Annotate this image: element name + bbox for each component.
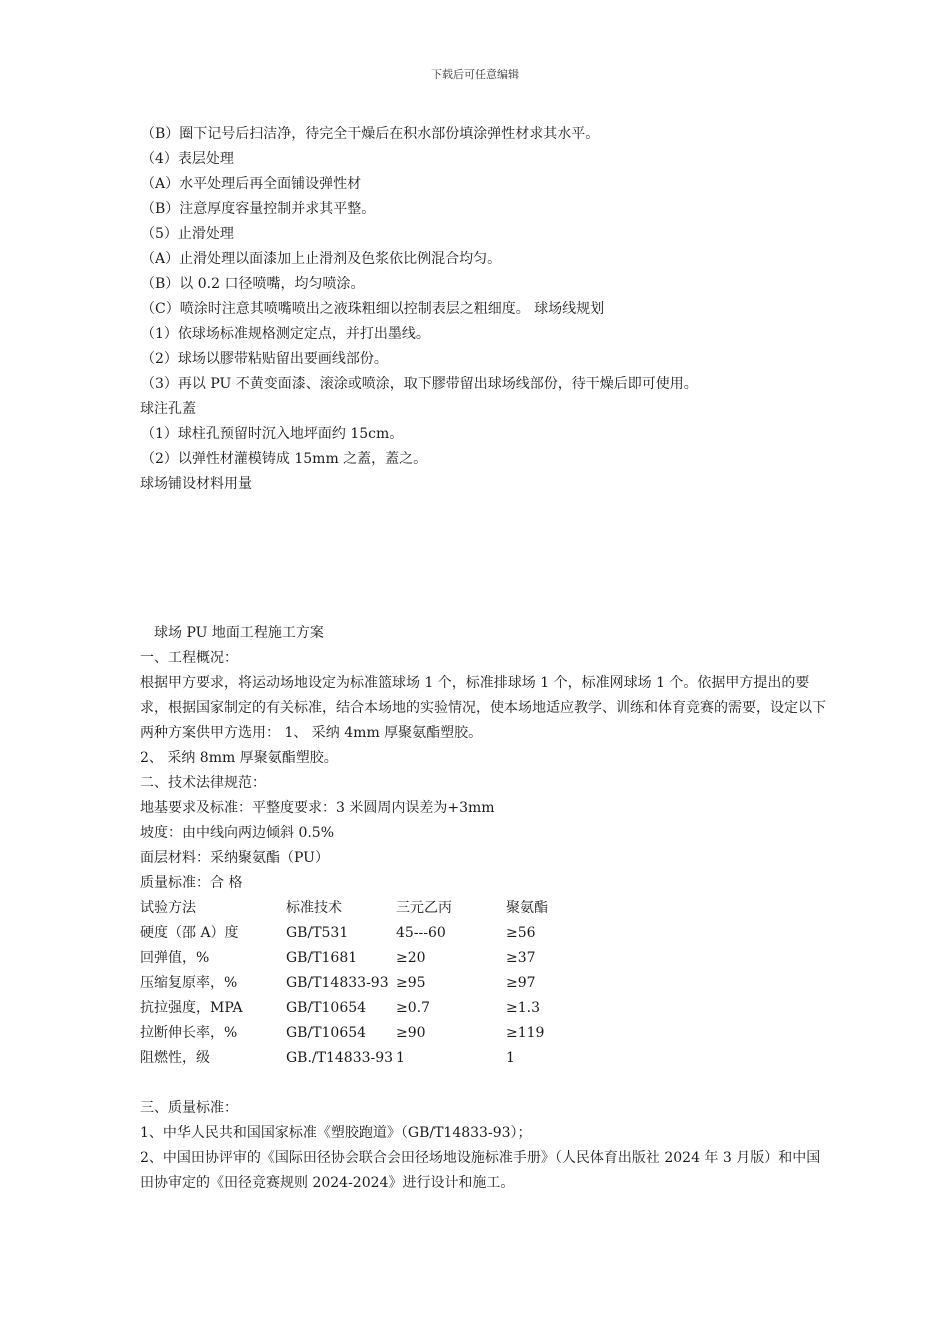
spec-quality: 质量标准：合 格	[140, 875, 243, 891]
table-header: 聚氨酯	[506, 900, 548, 916]
spec-table	[140, 896, 830, 1071]
table-row	[140, 921, 830, 946]
spec-slope: 坡度：由中线向两边倾斜 0.5%	[140, 825, 335, 841]
table-row	[140, 946, 830, 971]
table-cell: GB/T14833-93	[286, 975, 389, 991]
document-title: 球场 PU 地面工程施工方案	[154, 625, 324, 641]
text-line: （B）以 0.2 口径喷嘴，均匀喷涂。	[141, 276, 365, 292]
table-cell: ≥1.3	[506, 1000, 540, 1016]
text-line: （B）圈下记号后扫洁净，待完全干燥后在积水部份填涂弹性材求其水平。	[141, 126, 600, 142]
table-cell: 硬度（邵 A）度	[140, 925, 239, 941]
table-cell: ≥119	[506, 1025, 545, 1041]
table-cell: ≥97	[506, 975, 536, 991]
table-header: 标准技术	[286, 900, 342, 916]
table-header-row	[140, 896, 830, 921]
table-cell: ≥37	[506, 950, 536, 966]
table-cell: 回弹值，%	[140, 950, 210, 966]
quality-standard-1: 1、中华人民共和国国家标准《塑胶跑道》（GB/T14833-93）；	[140, 1125, 532, 1141]
table-cell: ≥95	[396, 975, 426, 991]
table-cell: 抗拉强度，MPA	[140, 1000, 243, 1016]
section-heading: 球场铺设材料用量	[140, 476, 252, 492]
text-line: （3）再以 PU 不黄变面漆、滚涂或喷涂，取下膠带留出球场线部份，待干燥后即可使用。	[141, 376, 698, 392]
text-line: （1）球柱孔预留时沉入地坪面约 15cm。	[141, 426, 404, 442]
table-cell: GB/T10654	[286, 1025, 367, 1041]
table-cell: ≥56	[506, 925, 536, 941]
top-section	[140, 122, 830, 497]
table-cell: ≥90	[396, 1025, 426, 1041]
page-header-note: 下载后可任意编辑	[431, 68, 519, 81]
table-cell: 压缩复原率，%	[140, 975, 238, 991]
section-heading: 球注孔蓋	[140, 401, 196, 417]
heading-specs: 二、技术法律规范：	[140, 775, 266, 791]
document-body	[140, 122, 830, 1196]
table-cell: GB/T10654	[286, 1000, 367, 1016]
table-cell: 45---60	[396, 925, 446, 941]
text-line: （B）注意厚度容量控制并求其平整。	[141, 201, 376, 217]
table-cell: 1	[506, 1050, 515, 1066]
text-line: （A）水平处理后再全面铺设弹性材	[141, 176, 362, 192]
table-cell: GB./T14833-93	[286, 1050, 394, 1066]
table-row	[140, 1021, 830, 1046]
spec-foundation: 地基要求及标准：平整度要求：3 米圆周内误差为+3mm	[140, 800, 495, 816]
option-2: 2、 采纳 8mm 厚聚氨酯塑胶。	[140, 750, 338, 766]
table-cell: 1	[396, 1050, 405, 1066]
spacer	[140, 1071, 830, 1096]
table-row	[140, 996, 830, 1021]
table-cell: ≥0.7	[396, 1000, 430, 1016]
quality-standard-2: 2、中国田协评审的《国际田径协会联合会田径场地设施标准手册》（人民体育出版社 2024 年 3 月版）和中国田协审定的《田径竞赛规则 2024-2024》进行设计和施工。	[140, 1150, 821, 1191]
table-cell: ≥20	[396, 950, 426, 966]
text-line: （1）依球场标准规格测定定点，并打出墨线。	[141, 326, 430, 342]
table-cell: 拉断伸长率，%	[140, 1025, 238, 1041]
table-cell: GB/T531	[286, 925, 349, 941]
text-line: （A）止滑处理以面漆加上止滑剂及色浆依比例混合均匀。	[141, 251, 502, 267]
text-line: （C）喷涂时注意其喷嘴喷出之液珠粗细以控制表层之粗细度。 球场线规划	[141, 301, 605, 317]
table-row	[140, 1046, 830, 1071]
table-cell: 阻燃性，级	[140, 1050, 210, 1066]
second-section	[140, 621, 830, 1196]
table-header: 试验方法	[140, 900, 196, 916]
table-cell: GB/T1681	[286, 950, 358, 966]
text-line: （5）止滑处理	[141, 226, 234, 242]
spec-surface: 面层材料：采纳聚氨酯（PU）	[140, 850, 329, 866]
overview-paragraph: 根据甲方要求，将运动场地设定为标准篮球场 1 个，标准排球场 1 个，标准网球场 1 个。依据甲方提出的要求，根据国家制定的有关标准，结合本场地的实验情况，使本场地适应教学、训练和体育竞赛的需要，设定以下两种方案供甲方选用： 1、 采纳 4mm 厚聚氨酯塑胶。	[140, 675, 826, 741]
heading-overview: 一、工程概况：	[140, 650, 238, 666]
text-line: （4）表层处理	[141, 151, 234, 167]
table-header: 三元乙丙	[396, 900, 452, 916]
text-line: （2）以弹性材灌模铸成 15mm 之蓋，蓋之。	[141, 451, 428, 467]
text-line: （2）球场以膠带粘贴留出要画线部份。	[141, 351, 388, 367]
table-row	[140, 971, 830, 996]
heading-quality: 三、质量标准：	[140, 1100, 238, 1116]
